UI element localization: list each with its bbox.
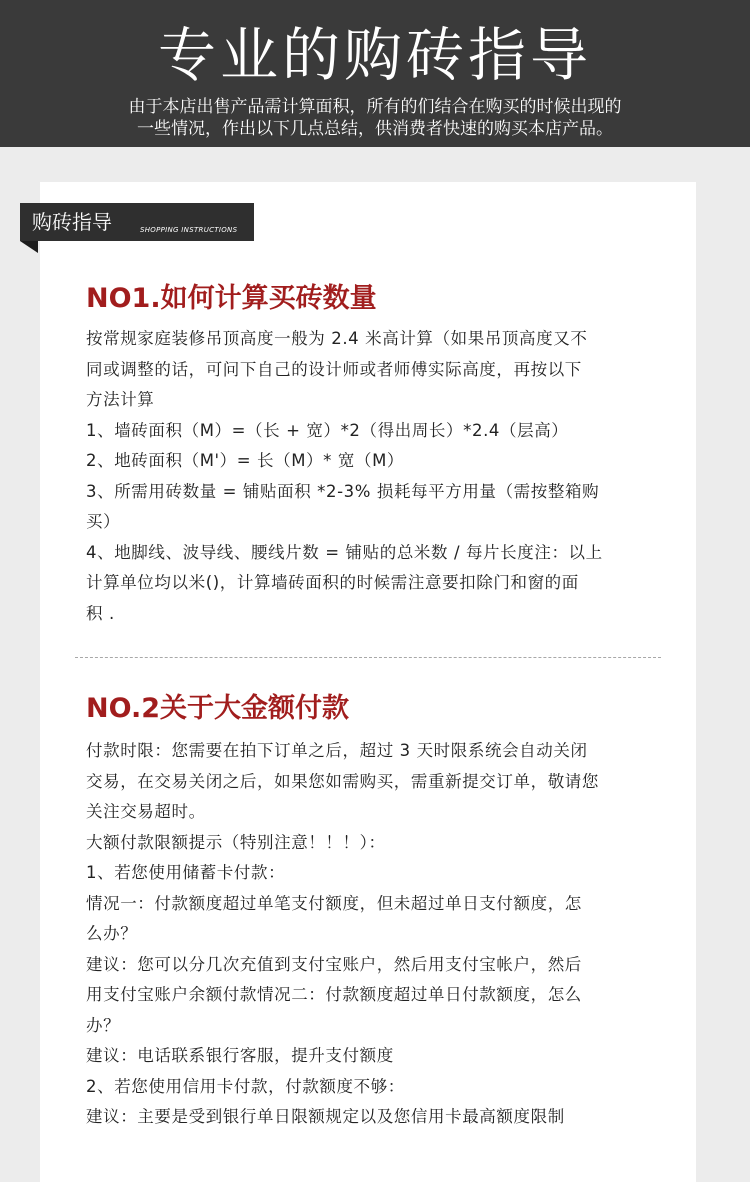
section2-line: 交易，在交易关闭之后，如果您如需购买，需重新提交订单，敬请您 [86, 771, 599, 791]
section1-line: 按常规家庭装修吊顶高度一般为 2.4 米高计算（如果吊顶高度又不 [86, 329, 588, 348]
section2-line: 办？ [86, 1015, 121, 1035]
section-tag [20, 203, 254, 241]
section1-line: 2、地砖面积（M'）= 长（M）* 宽（M） [86, 451, 405, 470]
section2-line: 建议：您可以分几次充值到支付宝账户，然后用支付宝帐户，然后 [86, 954, 582, 974]
tag-fold-corner [20, 241, 38, 253]
section1-title: NO1.如何计算买砖数量 [86, 283, 377, 314]
section1-line: 积 . [86, 603, 115, 623]
section1-line: 计算单位均以米()，计算墙砖面积的时候需注意要扣除门和窗的面 [86, 573, 579, 592]
section2-line: 2、若您使用信用卡付款，付款额度不够： [86, 1076, 405, 1096]
section2-line: 建议：电话联系银行客服，提升支付额度 [86, 1046, 394, 1065]
section2-title: NO.2关于大金额付款 [86, 693, 349, 724]
section1-body [86, 324, 666, 629]
section-tag-label: 购砖指导 [32, 210, 112, 234]
page-header [0, 0, 750, 147]
section1-line: 方法计算 [86, 390, 155, 409]
section2-line: 用支付宝账户余额付款情况二：付款额度超过单日付款额度，怎么 [86, 985, 582, 1004]
section2-line: 关注交易超时。 [86, 802, 206, 821]
page-subtitle [0, 96, 750, 140]
section1-line: 买） [86, 512, 121, 531]
section2-body [86, 736, 666, 1133]
section2-line: 么办？ [86, 924, 138, 943]
section2-line: 1、若您使用储蓄卡付款： [86, 863, 286, 882]
section1-line: 1、墙砖面积（M）=（长 + 宽）*2（得出周长）*2.4（层高） [86, 420, 569, 440]
section2-line: 付款时限：您需要在拍下订单之后，超过 3 天时限系统会自动关闭 [86, 741, 588, 760]
section2-line: 大额付款限额提示（特别注意！！！）： [86, 832, 386, 852]
section-divider [75, 657, 661, 658]
page-title: 专业的购砖指导 [157, 21, 592, 89]
section2-line: 情况一：付款额度超过单笔支付额度，但未超过单日支付额度，怎 [86, 893, 582, 913]
section-tag-english: SHOPPING INSTRUCTIONS [140, 226, 238, 234]
section1-line: 同或调整的话，可问下自己的设计师或者师傅实际高度，再按以下 [86, 359, 582, 379]
section2-line: 建议：主要是受到银行单日限额规定以及您信用卡最高额度限制 [86, 1107, 565, 1126]
section1-line: 3、所需用砖数量 = 铺贴面积 *2-3% 损耗每平方用量（需按整箱购 [86, 481, 600, 501]
subtitle-line: 由于本店出售产品需计算面积，所有的们结合在购买的时候出现的 [128, 97, 622, 117]
section1-line: 4、地脚线、波导线、腰线片数 = 铺贴的总米数 / 每片长度注：以上 [86, 542, 603, 562]
subtitle-line: 一些情况，作出以下几点总结，供消费者快速的购买本店产品。 [137, 119, 613, 139]
